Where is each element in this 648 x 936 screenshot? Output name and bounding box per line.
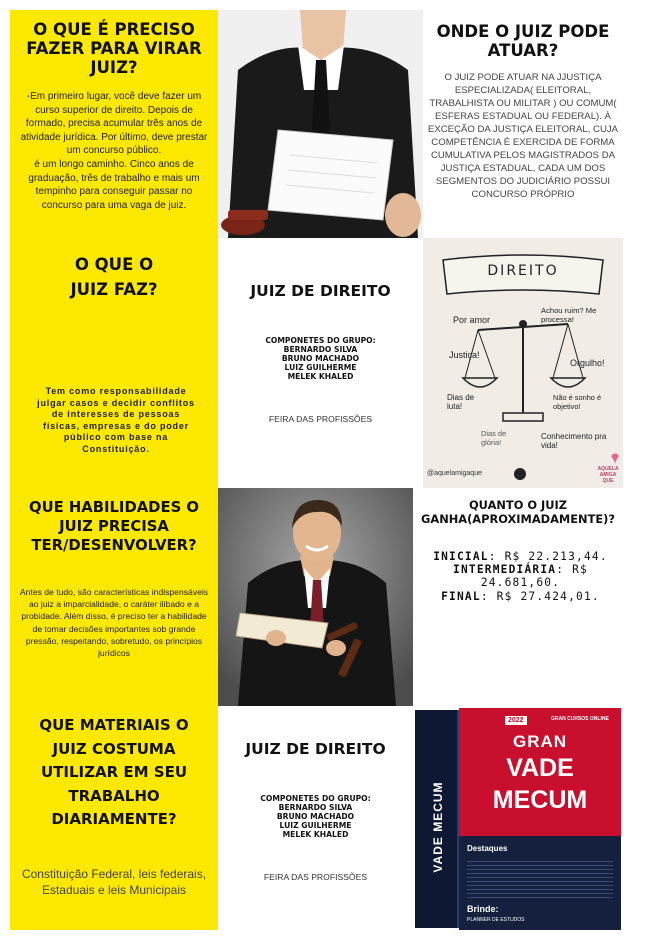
banner-label: DIREITO: [487, 263, 559, 279]
section-what-judge-does: [10, 238, 218, 488]
book-text-lines: [467, 858, 613, 898]
spine-title: VADE MECUM: [431, 781, 445, 873]
section-how-to-become-judge: [10, 10, 218, 238]
salary-initial-label: INICIAL: [433, 550, 489, 563]
bonus-sub: PLANNER DE ESTUDOS: [467, 917, 525, 923]
label-nao-e-sonho: Não é sonho é objetivo!: [553, 393, 602, 411]
photo-smiling-lawyer: [218, 488, 413, 706]
bonus-label: Brinde:: [467, 904, 499, 914]
section-title: QUE MATERIAIS O JUIZ COSTUMA UTILIZAR EM SEU TRABALHO DIARIAMENTE?: [39, 716, 189, 829]
book-cover: [459, 708, 621, 930]
book-title-vade: VADE: [506, 754, 574, 782]
group-members: COMPONETES DO GRUPO: BERNARDO SILVA BRUNO MACHADO LUIZ GUILHERME MELEK KHALED: [265, 336, 376, 381]
label-dias-de-luta: Dias de luta!: [447, 393, 475, 411]
book-title-gran: GRAN: [512, 732, 568, 751]
section-title: O QUE O JUIZ FAZ?: [70, 255, 158, 299]
salary-final-value: : R$ 27.424,01.: [480, 589, 600, 603]
section-title: ONDE O JUIZ PODE ATUAR?: [436, 22, 610, 60]
book-spine: [415, 710, 459, 928]
section-body: Tem como responsabilidade julgar casos e decidir conflitos de interesses de pessoas físicas, empresas e do poder público com base na Constituição.: [37, 386, 195, 454]
cover-block-1: [218, 238, 423, 488]
label-por-amor: Por amor: [453, 315, 491, 325]
cover-title: JUIZ DE DIREITO: [245, 740, 386, 758]
section-body: Antes de tudo, são características indispensáveis ao juiz a imparcialidade, o caráter ilibado e a probidade. Além disso, é preciso ter a habilidade de tomar decisões importantes sob grande pressão, respeitando, sobretudo, os princípios jurídicos: [19, 587, 209, 659]
book-title-mecum: MECUM: [492, 786, 588, 814]
brand-logo: AQUELA AMIGA QUE: [597, 466, 619, 484]
salary-list: [433, 550, 608, 603]
year-badge: 2022: [505, 716, 527, 725]
section-where-judge-works: [423, 10, 623, 238]
label-justica: Justiça!: [449, 350, 480, 360]
section-title: O QUE É PRECISO FAZER PARA VIRAR JUIZ?: [26, 20, 202, 77]
section-body: -Em primeiro lugar, você deve fazer um curso superior de direito. Depois de formado, precisa acumular três anos de atividade jurídica. Por último, deve prestar um concurso público. é um longo caminho. Cinco anos de graduação, três de trabalho e mais um tempinho para conseguir passar no concurso para uma vaga de juiz.: [20, 91, 208, 211]
book-section-label: Destaques: [467, 844, 508, 853]
book-vade-mecum: [413, 706, 623, 930]
cover-title: JUIZ DE DIREITO: [250, 282, 391, 300]
salary-intermediate-label: INTERMEDIÁRIA: [453, 563, 557, 577]
label-dias-de-gloria: Dias de glória!: [481, 429, 507, 447]
section-body: Constituição Federal, leis federais, Estaduais e leis Municipais: [21, 867, 207, 898]
label-achou-ruim: Achou ruim? Me processa!: [541, 306, 597, 324]
section-materials: [10, 706, 218, 930]
group-members: COMPONETES DO GRUPO: BERNARDO SILVA BRUNO MACHADO LUIZ GUILHERME MELEK KHALED: [260, 794, 371, 839]
salary-initial-value: : R$ 22.213,44.: [488, 550, 608, 563]
publisher-logo: GRAN CURSOS ONLINE: [551, 716, 609, 722]
section-skills: [10, 488, 218, 706]
cover-block-2: [218, 706, 413, 930]
photo-judge-holding-paper: [218, 10, 423, 238]
section-body: O JUIZ PODE ATUAR NA JJUSTIÇA ESPECIALIZADA( ELEITORAL, TRABALHISTA OU MILITAR ) OU COMUM( ESFERAS ESTADUAL OU FEDERAL). À EXCEÇÃO DA JUSTIÇA ELEITORAL, CUJA COMPETÊNCIA É EXERCIDA DE FORMA CUMULATIVA PELOS MAGISTRADOS DA JUSTIÇA ESTADUAL, CADA UM DOS SEGMENTOS DO JUDICIÁRIO POSSUI CONCURSO PRÓPRIO: [427, 72, 619, 200]
label-conhecimento: Conhecimento pra vida!: [541, 432, 607, 450]
section-title: QUE HABILIDADES O JUIZ PRECISA TER/DESENVOLVER?: [29, 499, 199, 554]
section-salary: [413, 488, 623, 706]
salary-final-label: FINAL: [441, 589, 481, 603]
label-orgulho: Orgulho!: [570, 358, 605, 368]
cover-footer: FEIRA DAS PROFISSÕES: [268, 414, 373, 424]
salary-intermediate-value: : R$ 24.681,60.: [480, 563, 588, 590]
section-title: QUANTO O JUIZ GANHA(APROXIMADAMENTE)?: [421, 498, 615, 526]
illustration-law-scale: [423, 238, 623, 488]
instagram-handle: @aquelamigaque: [427, 470, 482, 477]
cover-footer: FEIRA DAS PROFISSÕES: [263, 872, 368, 882]
